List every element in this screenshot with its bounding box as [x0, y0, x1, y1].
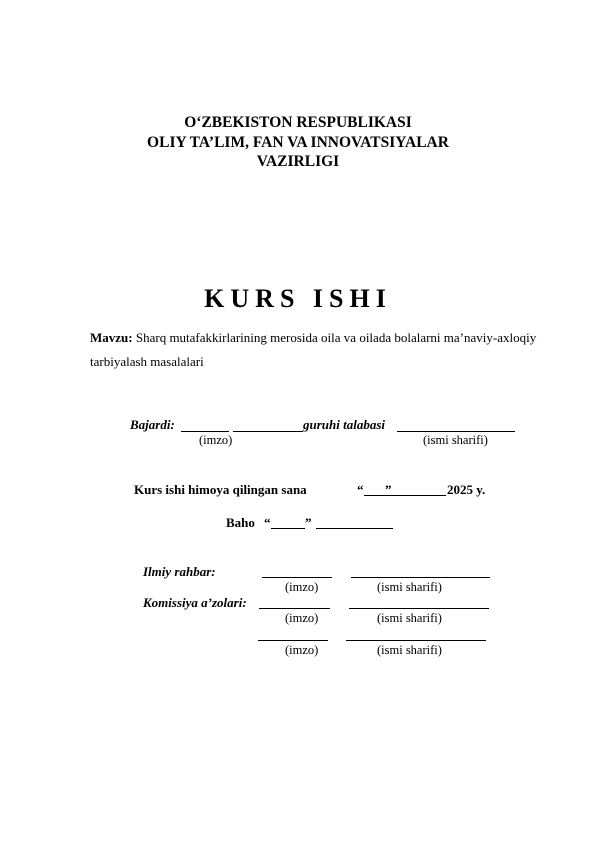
- commission-2-signature-line[interactable]: [258, 640, 328, 641]
- defense-year: 2025 y.: [447, 482, 486, 497]
- document-title: KURS ISHI: [204, 284, 392, 313]
- topic-text: Sharq mutafakkirlarining merosida oila va oilada bolalarni ma’naviy-axloqiy tarbiyalash masalalari: [90, 330, 537, 369]
- supervisor-signature-line[interactable]: [262, 577, 332, 578]
- commission-label: Komissiya a’zolari:: [143, 595, 247, 610]
- defense-month-line[interactable]: [375, 495, 446, 496]
- commission-1-signature-line[interactable]: [259, 608, 330, 609]
- defense-open-quote: “: [357, 482, 364, 497]
- bajardi-signature-line[interactable]: [181, 431, 229, 432]
- commission-1-ismi-caption: (ismi sharifi): [377, 611, 442, 625]
- grade-score-line[interactable]: [271, 528, 305, 529]
- commission-1-name-line[interactable]: [349, 608, 489, 609]
- bajardi-label: Bajardi:: [130, 417, 175, 432]
- supervisor-name-line[interactable]: [351, 577, 490, 578]
- commission-2-name-line[interactable]: [346, 640, 486, 641]
- supervisor-label: Ilmiy rahbar:: [143, 564, 216, 579]
- student-name-line[interactable]: [397, 431, 515, 432]
- defense-date-label: Kurs ishi himoya qilingan sana: [134, 482, 307, 497]
- group-student-label: guruhi talabasi: [303, 417, 386, 432]
- grade-close-quote: ”: [305, 515, 312, 530]
- commission-2-imzo-caption: (imzo): [285, 643, 319, 657]
- ministry-line-3: VAZIRLIGI: [256, 153, 340, 170]
- bajardi-ismi-caption: (ismi sharifi): [423, 433, 488, 447]
- grade-label: Baho: [226, 515, 255, 530]
- topic-label: Mavzu:: [90, 330, 133, 345]
- grade-word-line[interactable]: [316, 528, 393, 529]
- grade-open-quote: “: [264, 515, 271, 530]
- ministry-line-2: OLIY TA’LIM, FAN VA INNOVATSIYALAR: [147, 134, 449, 151]
- bajardi-imzo-caption: (imzo): [199, 433, 233, 447]
- defense-close-quote: ”: [385, 482, 392, 497]
- ministry-line-1: O‘ZBEKISTON RESPUBLIKASI: [184, 114, 412, 131]
- topic-paragraph: [90, 326, 540, 374]
- commission-1-imzo-caption: (imzo): [285, 611, 319, 625]
- group-number-line[interactable]: [233, 431, 303, 432]
- commission-2-ismi-caption: (ismi sharifi): [377, 643, 442, 657]
- supervisor-imzo-caption: (imzo): [285, 580, 319, 594]
- supervisor-ismi-caption: (ismi sharifi): [377, 580, 442, 594]
